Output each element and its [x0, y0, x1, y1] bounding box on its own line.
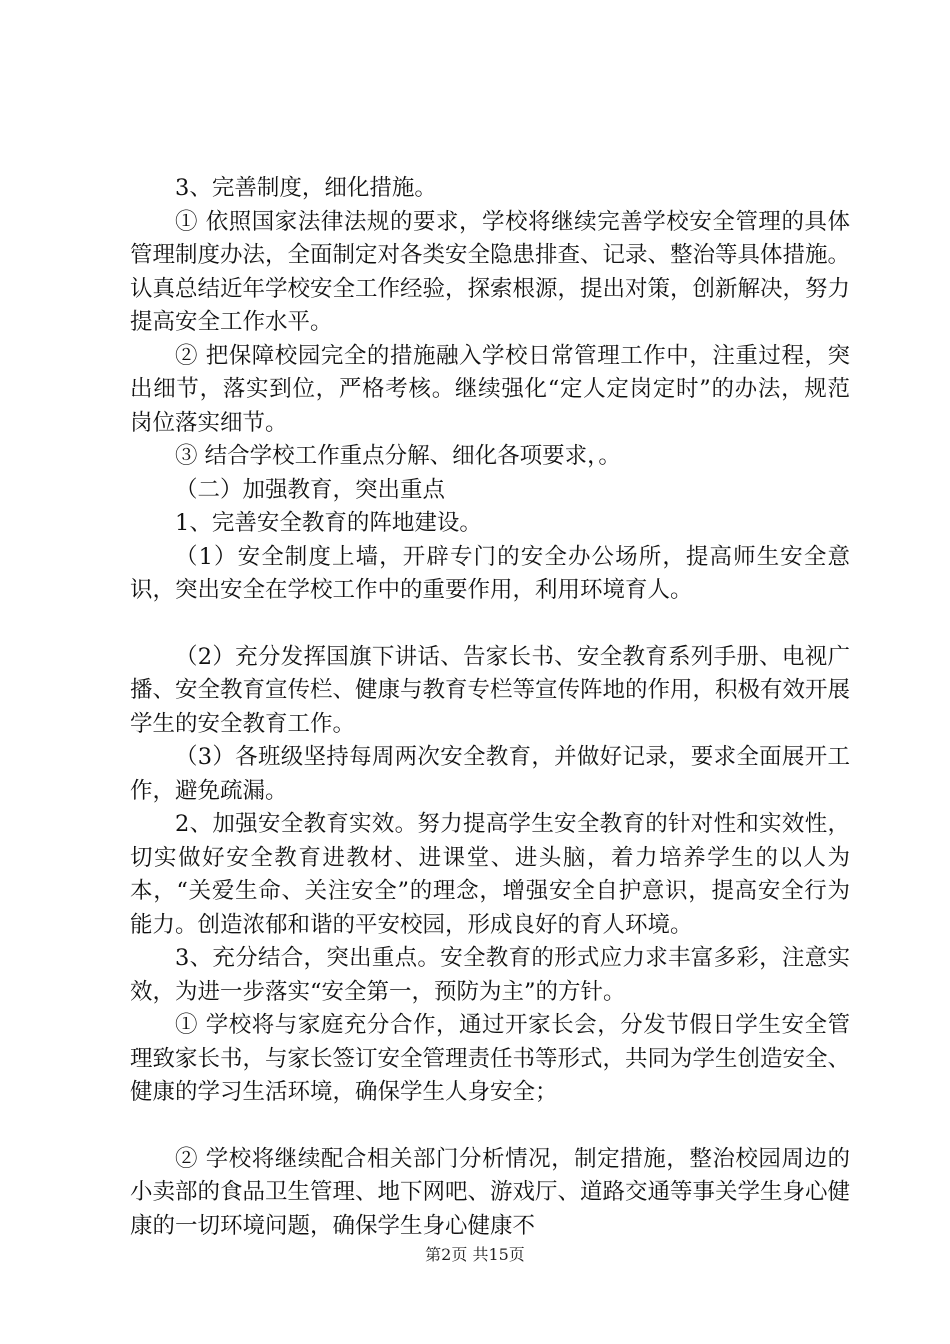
paragraph-13: ② 学校将继续配合相关部门分析情况，制定措施，整治校园周边的小卖部的食品卫生管理、地下网吧、游戏厅、道路交通等事关学生身心健康的一切环境问题，确保学生身心健康不: [130, 1145, 851, 1239]
document-body: [130, 172, 850, 1243]
paragraph-12: ① 学校将与家庭充分合作，通过开家长会，分发节假日学生安全管理致家长书，与家长签订安全管理责任书等形式，共同为学生创造安全、健康的学习生活环境，确保学生人身安全；: [130, 1012, 851, 1105]
paragraph-2: ① 依照国家法律法规的要求，学校将继续完善学校安全管理的具体管理制度办法，全面制定对各类安全隐患排查、记录、整治等具体措施。认真总结近年学校安全工作经验，探索根源，提出对策，创新解决，努力提高安全工作水平。: [130, 208, 851, 335]
paragraph-9: （3）各班级坚持每周两次安全教育，并做好记录，要求全面展开工作，避免疏漏。: [130, 744, 850, 804]
paragraph-8: （2）充分发挥国旗下讲话、告家长书、安全教育系列手册、电视广播、安全教育宣传栏、健康与教育专栏等宣传阵地的作用，积极有效开展学生的安全教育工作。: [130, 643, 851, 737]
paragraph-7: （1）安全制度上墙，开辟专门的安全办公场所，提高师生安全意识，突出安全在学校工作中的重要作用，利用环境育人。: [130, 543, 850, 603]
paragraph-3: ② 把保障校园完全的措施融入学校日常管理工作中，注重过程，突出细节，落实到位，严格考核。继续强化“定人定岗定时”的办法，规范岗位落实细节。: [130, 342, 850, 436]
paragraph-4: ③ 结合学校工作重点分解、细化各项要求，。: [175, 443, 621, 469]
section-heading: （二）加强教育，突出重点: [175, 476, 446, 503]
page-footer: 第2页 共15页: [425, 1245, 525, 1264]
paragraph-6: 1、完善安全教育的阵地建设。: [175, 510, 482, 536]
paragraph-10: 2、加强安全教育实效。努力提高学生安全教育的针对性和实效性，切实做好安全教育进教材、进课堂、进头脑，着力培养学生的以人为本，“关爱生命、关注安全”的理念，增强安全自护意识，提高安全行为能力。创造浓郁和谐的平安校园，形成良好的育人环境。: [130, 811, 850, 938]
paragraph-1: 3、完善制度，细化措施。: [175, 175, 437, 201]
paragraph-11: 3、充分结合，突出重点。安全教育的形式应力求丰富多彩，注意实效，为进一步落实“安全第一，预防为主”的方针。: [130, 945, 850, 1005]
